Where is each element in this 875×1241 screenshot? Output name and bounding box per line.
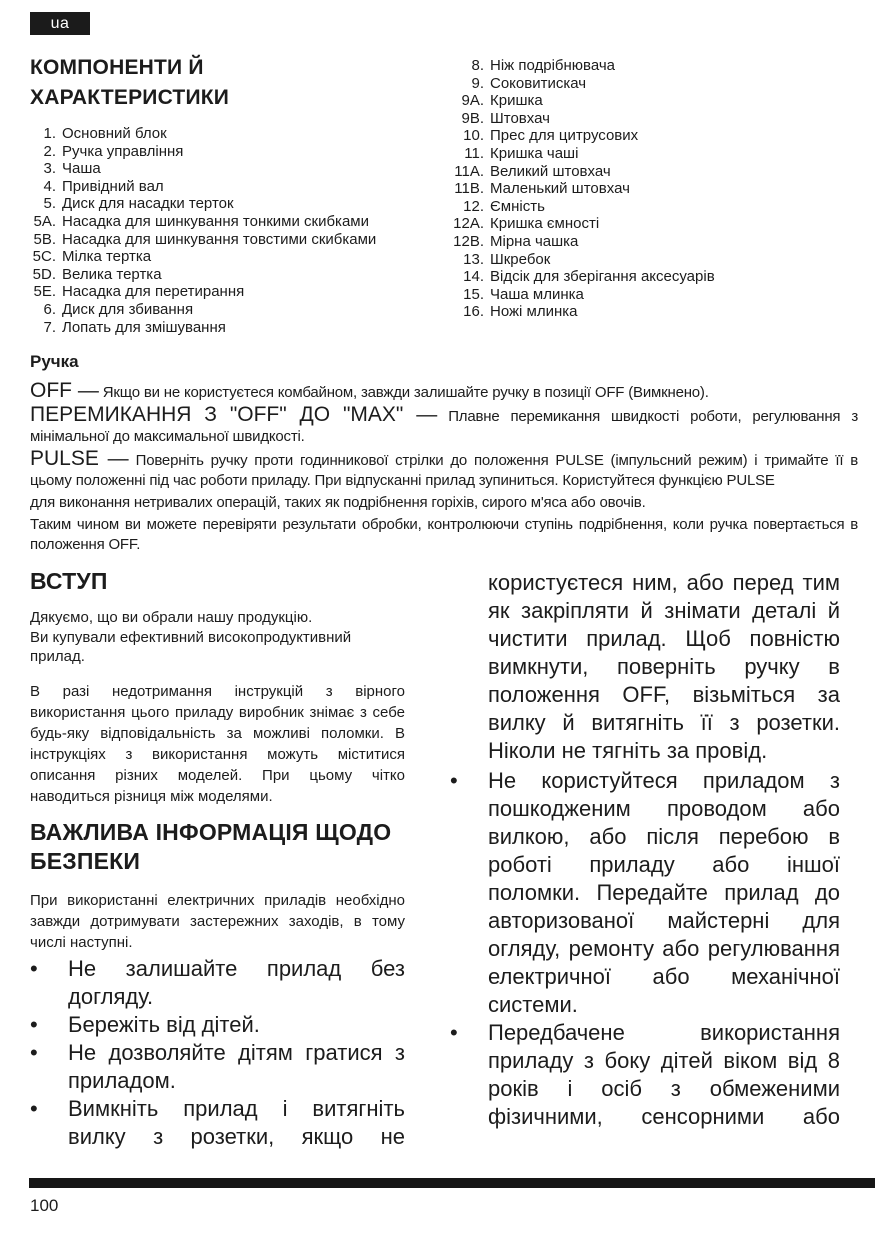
component-item (30, 248, 440, 266)
component-number: 9A. (461, 92, 484, 110)
component-label: Прес для цитрусових (490, 127, 639, 145)
handle-pulse-result-line: Таким чином ви можете перевіряти результати обробки, контролюючи ступінь подрібнення, коли ручка повертається в положення OFF. (30, 516, 858, 554)
component-item (30, 319, 440, 337)
component-label: Штовхач (490, 109, 550, 127)
component-label: Насадка для перетирання (62, 283, 245, 301)
component-number: 12. (463, 197, 484, 215)
components-section (30, 53, 858, 336)
intro-line-2: Ви купували ефективний високопродуктивний прилад. (30, 628, 352, 666)
component-label: Ніж подрібнювача (490, 57, 616, 74)
handle-pulse-paragraph (30, 449, 858, 491)
component-number: 8. (471, 57, 484, 74)
components-list-left (30, 125, 440, 336)
pulse-keyword: PULSE — (30, 447, 129, 471)
component-number: 11. (464, 144, 484, 162)
components-left-column (30, 53, 440, 336)
component-number: 16. (463, 303, 484, 321)
safety-bullet-text: Бережіть від дітей. (68, 1011, 260, 1037)
safety-bullet-text: Вимкніть прилад і витягніть вилку з розетки, якщо не (68, 1095, 405, 1149)
language-badge (30, 12, 90, 35)
component-number: 2. (43, 142, 56, 160)
component-label: Насадка для шинкування товстими скибками (62, 230, 377, 248)
component-item (450, 251, 868, 269)
language-badge-label: ua (50, 14, 70, 32)
component-label: Кришка чаші (490, 144, 579, 162)
component-number: 9. (471, 74, 484, 92)
component-number: 6. (43, 300, 56, 318)
component-item (450, 92, 868, 110)
component-label: Великий штовхач (490, 162, 611, 180)
safety-intro: При використанні електричних приладів необхідно завжди дотримувати застережних заходів, в тому числі наступні. (30, 891, 405, 951)
safety-bullet-continuation: користуєтеся ним, або перед тим як закріпляти й знімати деталі й чистити прилад. Щоб повністю вимкнути, поверніть ручку в положення OFF, візьміться за вилку й витягніть її з розетки. Ніколи не тягніть за провід. (488, 570, 840, 764)
component-item (450, 286, 868, 304)
component-number: 7. (43, 318, 56, 336)
safety-bullet-item (30, 955, 405, 1011)
component-item (450, 180, 868, 198)
component-label: Чаша млинка (490, 285, 584, 303)
body-right-column (450, 567, 840, 1131)
component-number: 15. (463, 285, 484, 303)
component-number: 9B. (461, 109, 484, 127)
component-number: 14. (463, 268, 484, 286)
pulse-text: Поверніть ручку проти годинникової стрілки до положення PULSE (імпульсний режим) і тримайте її в цьому положенні під час роботи приладу. При відпусканні прилад зупиниться. Користуйтеся функцією PULSE (30, 452, 859, 490)
safety-bullets-left (30, 955, 405, 1151)
footer-divider (29, 1178, 875, 1188)
components-list-right (450, 57, 868, 321)
component-item (30, 178, 440, 196)
components-right-column (450, 53, 868, 321)
safety-bullet-text: Не дозволяйте дітям гратися з приладом. (68, 1039, 405, 1093)
handle-pulse-usage-line: для виконання нетривалих операцій, таких як подрібнення горіхів, сирого м'яса або овочів. (30, 494, 646, 512)
component-label: Мілка тертка (62, 248, 152, 266)
component-number: 5B. (33, 230, 56, 248)
component-number: 12A. (453, 215, 484, 233)
intro-line-1: Дякуємо, що ви обрали нашу продукцію. (30, 609, 313, 627)
component-item (30, 125, 440, 143)
component-item (30, 213, 440, 231)
component-item (450, 57, 868, 75)
safety-bullet-item (30, 1011, 405, 1039)
off-text: Якщо ви не користуєтеся комбайном, завжди залишайте ручку в позиції OFF (Вимкнено). (102, 384, 709, 402)
component-number: 5A. (33, 212, 56, 230)
component-item (30, 195, 440, 213)
component-number: 5E. (33, 283, 56, 301)
component-label: Насадка для шинкування тонкими скибками (62, 212, 369, 230)
component-item (30, 143, 440, 161)
component-number: 13. (463, 250, 484, 268)
component-label: Соковитискач (490, 74, 587, 92)
component-number: 5C. (32, 248, 56, 266)
safety-bullet-text: Не залишайте прилад без догляду. (68, 955, 405, 1009)
bullet-dot-icon: • (30, 1095, 38, 1121)
bullet-dot-icon: • (30, 1011, 38, 1037)
switch-keyword: ПЕРЕМИКАННЯ З "OFF" ДО "MAX" — (30, 403, 438, 427)
page-number: 100 (30, 1196, 59, 1215)
bullet-dot-icon: • (450, 768, 458, 794)
switch-text: Плавне перемикання швидкості роботи, регулювання з мінімальної до максимальної швидкості. (30, 408, 859, 446)
component-item (450, 110, 868, 128)
handle-heading: Ручка (30, 352, 79, 372)
component-number: 12B. (453, 232, 484, 250)
component-number: 1. (43, 125, 56, 142)
component-label: Маленький штовхач (490, 180, 630, 198)
component-label: Ємність (490, 197, 545, 215)
component-item (450, 75, 868, 93)
safety-heading: ВАЖЛИВА ІНФОРМАЦІЯ ЩОДО БЕЗПЕКИ (30, 818, 392, 874)
safety-bullet-item (30, 1095, 405, 1151)
safety-bullet-text: Передбачене використання приладу з боку дітей віком від 8 років і осіб з обмеженими фізичними, сенсорними або (488, 1020, 840, 1130)
component-number: 4. (43, 177, 56, 195)
component-item (450, 233, 868, 251)
component-number: 10. (463, 127, 484, 145)
component-item (30, 231, 440, 249)
safety-bullet-item (450, 767, 840, 1019)
component-item (30, 160, 440, 178)
component-label: Чаша (62, 160, 101, 178)
bullet-dot-icon: • (30, 955, 38, 981)
intro-disclaimer: В разі недотримання інструкцій з вірного використання цього приладу виробник знімає з себе будь-яку відповідальність за можливі поломки. В інструкціях з використання можуть міститися описання різних моделей. При цьому чітко наводиться різниця між моделями. (30, 682, 405, 805)
handle-switch-paragraph (30, 405, 858, 447)
component-item (450, 127, 868, 145)
component-number: 5D. (32, 265, 56, 283)
component-label: Ножі млинка (490, 303, 578, 321)
component-label: Ручка управління (62, 142, 184, 160)
component-item (450, 163, 868, 181)
component-label: Лопать для змішування (62, 318, 226, 336)
component-label: Диск для збивання (62, 300, 194, 318)
off-keyword: OFF — (30, 379, 99, 403)
component-number: 11B. (454, 180, 484, 198)
body-left-column (30, 567, 405, 1151)
component-label: Мірна чашка (490, 232, 579, 250)
components-title: КОМПОНЕНТИ Й ХАРАКТЕРИСТИКИ (30, 56, 230, 109)
component-item (450, 198, 868, 216)
component-number: 5. (43, 195, 56, 213)
safety-bullet-item (450, 1019, 840, 1131)
component-label: Кришка (490, 92, 543, 110)
component-item (30, 266, 440, 284)
intro-thanks (30, 608, 405, 667)
component-label: Відсік для зберігання аксесуарів (490, 268, 715, 286)
safety-bullets-right (450, 767, 840, 1131)
component-label: Шкребок (490, 250, 551, 268)
component-item (450, 303, 868, 321)
bullet-dot-icon: • (30, 1039, 38, 1065)
component-label: Кришка ємності (490, 215, 600, 233)
component-item (30, 283, 440, 301)
component-label: Привідний вал (62, 177, 164, 195)
component-label: Основний блок (62, 125, 167, 142)
component-item (450, 268, 868, 286)
component-label: Велика тертка (62, 265, 162, 283)
intro-heading: ВСТУП (30, 568, 108, 595)
component-item (450, 215, 868, 233)
safety-bullet-item (30, 1039, 405, 1095)
component-number: 3. (43, 160, 56, 178)
component-label: Диск для насадки терток (62, 195, 234, 213)
component-number: 11A. (454, 162, 484, 180)
safety-bullet-text: Не користуйтеся приладом з пошкодженим проводом або вилкою, або після перебою в роботі приладу або іншої поломки. Передайте прилад до авторизованої майстерні для огляду, ремонту або регулювання електричної або механічної системи. (488, 768, 840, 1018)
component-item (450, 145, 868, 163)
component-item (30, 301, 440, 319)
body-columns (30, 567, 858, 1151)
handle-off-paragraph (30, 381, 858, 403)
bullet-dot-icon: • (450, 1020, 458, 1046)
